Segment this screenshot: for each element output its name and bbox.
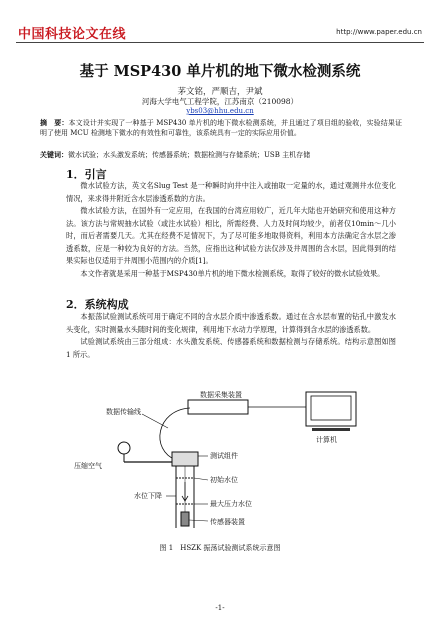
label-assembly: 测试组件 xyxy=(210,452,238,460)
system-diagram xyxy=(60,390,380,530)
pressure-sensor xyxy=(181,512,189,526)
abstract-text: 本文设计并实现了一种基于 MSP430 单片机的地下微水检测系统，并且通过了项目组的验收，实验结果证明了使用 MCU 检测地下微水的有效性和可靠性，该系统具有一定的实际应用价值。 xyxy=(40,119,403,137)
author-email[interactable] xyxy=(0,107,440,115)
abstract xyxy=(40,118,402,138)
site-logo xyxy=(18,23,126,42)
keywords-label: 关键词： xyxy=(40,150,68,159)
keywords xyxy=(40,150,402,160)
paragraph: 本文作者就是采用一种基于MSP430单片机的地下微水检测系统，取得了较好的微水试验效果。 xyxy=(80,268,385,278)
computer-screen xyxy=(311,396,351,420)
cable-leader xyxy=(142,414,168,428)
label-initial: 初始水位 xyxy=(210,476,238,484)
paragraph: 微水试验方法，在国外有一定应用，在我国的台湾应用较广，近几年大陆也开始研究和使用这种方法。该方法与常规抽水试验（或注水试验）相比，所需经费、人力及时间均较少，前者仅10min～几小时，而后者需要几天。尤其在经费不足情况下，为了尽可能多地取得资料，利用本方法确定含水层之渗透系数，应是一种较为良好的方法。当然，应指出这种试验方法仅涉及井周围的含水层，因此得到的结果实际也仅适用于井周围小范围内的介质[1]。 xyxy=(66,206,396,265)
sensor-leader xyxy=(189,520,208,521)
label-computer: 计算机 xyxy=(316,436,337,444)
logo-text: 科技论文在线 xyxy=(45,27,127,42)
email-link[interactable]: ybs03@hhu.edu.cn xyxy=(186,107,254,115)
page-header xyxy=(16,20,424,43)
section-heading-system: 2．系统构成 xyxy=(66,298,129,311)
daq-device xyxy=(188,400,248,414)
paper-title: 基于 MSP430 单片机的地下微水检测系统 xyxy=(79,63,361,80)
label-daq: 数据采集装置 xyxy=(200,391,242,399)
label-air: 压缩空气 xyxy=(74,462,102,470)
initial-leader xyxy=(194,478,208,480)
label-drop: 水位下降 xyxy=(134,492,162,500)
logo-cn: 中国 xyxy=(18,27,46,42)
abstract-label: 摘 要： xyxy=(40,118,69,127)
section-heading-intro: 1．引言 xyxy=(66,168,107,181)
computer-keyboard xyxy=(312,428,350,431)
paragraph: 微水试验方法，英文名Slug Test 是一种瞬时向井中注入或抽取一定量的水，通过观测井水位变化情况，来求得井附近含水层渗透系数的方法。 xyxy=(66,181,396,203)
section-body-system xyxy=(66,311,396,361)
keywords-text: 微水试验；水头激发系统；传感器系统；数据检测与存储系统；USB 主机存储 xyxy=(68,151,311,159)
paragraph: 试验测试系统由三部分组成：水头激发系统、传感器系统和数据检测与存储系统。结构示意图如图 1 所示。 xyxy=(66,337,396,359)
label-max: 最大压力水位 xyxy=(210,500,252,508)
label-sensor: 传感器装置 xyxy=(210,518,245,526)
pressure-gauge xyxy=(118,442,130,454)
well-head xyxy=(172,452,198,466)
paper-affiliation: 河海大学电气工程学院，江苏南京（210098） xyxy=(141,97,299,106)
label-cable: 数据传输线 xyxy=(106,408,141,416)
figure-caption: 图 1 HSZK 振荡试验测试系统示意图 xyxy=(159,544,281,552)
paragraph: 本振荡试验测试系统可用于确定不同的含水层介质中渗透系数。通过在含水层布置的钻孔中激发水头变化，实时测量水头随时间的变化规律，利用地下水动力学原理，计算得到含水层的渗透系数。 xyxy=(66,312,396,334)
site-url[interactable]: http://www.paper.edu.cn xyxy=(336,28,422,36)
paper-authors: 茅文铭，严顺吉，尹斌 xyxy=(177,87,263,97)
page-number: -1- xyxy=(215,604,225,612)
section-body-intro xyxy=(66,180,396,280)
